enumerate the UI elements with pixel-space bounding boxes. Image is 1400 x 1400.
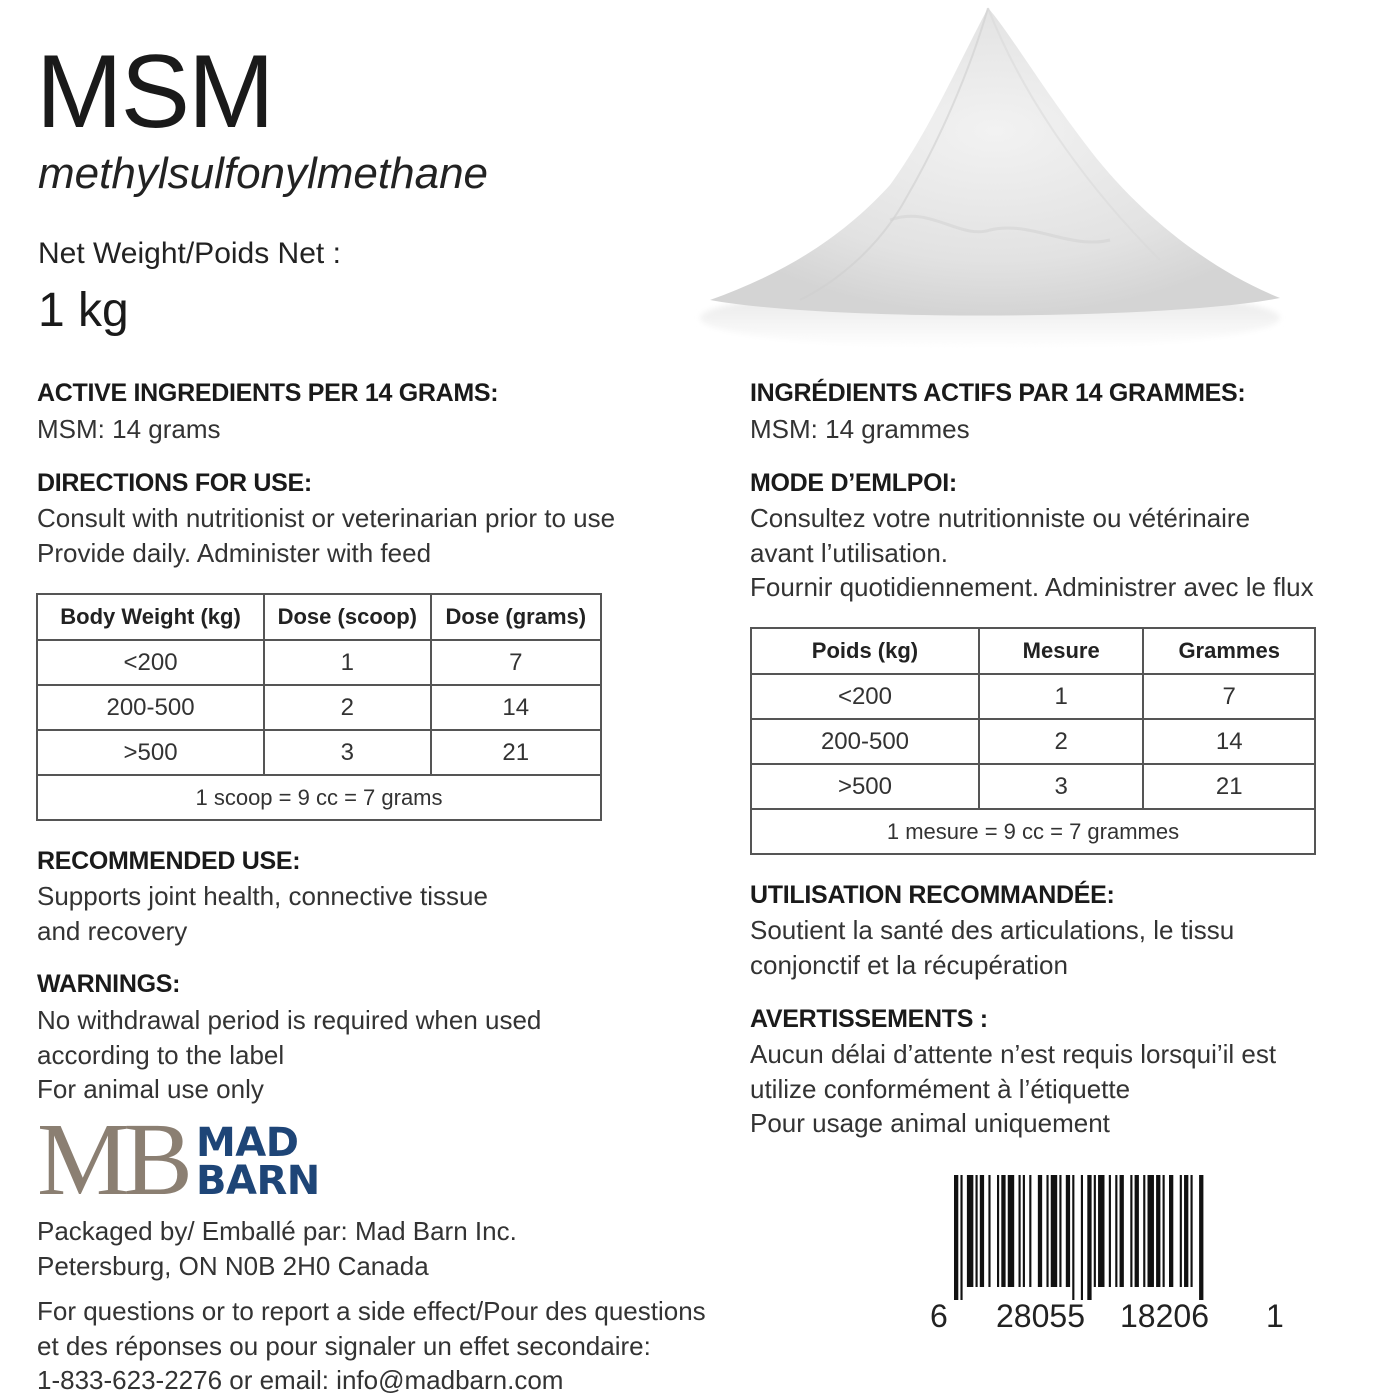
- barcode-image: [950, 1175, 1260, 1300]
- table-cell: >500: [37, 730, 264, 775]
- barcode-bar: [988, 1175, 990, 1287]
- barcode-bar: [1087, 1175, 1091, 1300]
- table-row: [751, 719, 1315, 764]
- barcode-bar: [960, 1175, 962, 1300]
- table-row: [37, 685, 601, 730]
- table-footer-cell: 1 scoop = 9 cc = 7 grams: [37, 775, 601, 820]
- table-header-cell: Grammes: [1143, 628, 1315, 674]
- directions-text-fr: Consultez votre nutritionniste ou vétérinaire avant l’utilisation. Fournir quotidiennement. Administrer avec le flux: [750, 503, 1314, 602]
- table-footer-row: [37, 775, 601, 820]
- barcode-bar: [1066, 1175, 1070, 1287]
- table-header-cell: Body Weight (kg): [37, 594, 264, 640]
- table-cell: 200-500: [37, 685, 264, 730]
- table-row: [751, 674, 1315, 719]
- warnings-heading: WARNINGS:: [37, 970, 181, 998]
- barcode-bar: [1051, 1175, 1057, 1287]
- table-row: [37, 730, 601, 775]
- barcode-bar: [1081, 1175, 1083, 1300]
- barcode-bar: [1008, 1175, 1014, 1287]
- table-cell: 7: [1143, 674, 1315, 719]
- barcode-bar: [1023, 1175, 1025, 1287]
- directions-text: Consult with nutritionist or veterinarian prior to use Provide daily. Administer with feed: [37, 503, 616, 568]
- barcode-bar: [1059, 1175, 1061, 1287]
- barcode-bar: [997, 1175, 999, 1287]
- barcode-bar: [1191, 1175, 1193, 1287]
- barcode-bar: [1029, 1175, 1031, 1287]
- brand-word-barn: BARN: [196, 1158, 320, 1204]
- barcode-digit-lead: 6: [930, 1298, 948, 1334]
- barcode-bar: [954, 1175, 958, 1300]
- recommended-use-heading-fr: UTILISATION RECOMMANDÉE:: [750, 881, 1115, 909]
- dose-table-french: [750, 627, 1316, 855]
- net-weight-value: 1 kg: [38, 284, 129, 337]
- table-cell: 14: [1143, 719, 1315, 764]
- barcode-bar: [1184, 1175, 1188, 1287]
- barcode-bar: [1115, 1175, 1117, 1287]
- active-ingredients-heading: ACTIVE INGREDIENTS PER 14 GRAMS:: [37, 379, 499, 407]
- barcode-bar: [1109, 1175, 1111, 1287]
- table-header-cell: Dose (grams): [431, 594, 601, 640]
- table-cell: 3: [979, 764, 1143, 809]
- recommended-use-text: Supports joint health, connective tissue and recovery: [37, 881, 488, 946]
- table-header-row: [37, 594, 601, 640]
- barcode-bar: [1120, 1175, 1124, 1287]
- table-header-cell: Poids (kg): [751, 628, 979, 674]
- active-ingredients-heading-fr: INGRÉDIENTS ACTIFS PAR 14 GRAMMES:: [750, 379, 1246, 407]
- barcode-group-2: 18206: [1120, 1298, 1209, 1334]
- directions-heading: DIRECTIONS FOR USE:: [37, 469, 312, 497]
- barcode-bar: [1163, 1175, 1165, 1287]
- contact-text: For questions or to report a side effect/Pour des questions et des réponses ou pour signaler un effet secondaire: 1-833-623-2276 or email: info@madbarn.com: [37, 1296, 706, 1395]
- table-cell: 21: [431, 730, 601, 775]
- barcode-bar: [967, 1175, 973, 1287]
- barcode-bar: [1038, 1175, 1042, 1287]
- barcode-bar: [1143, 1175, 1145, 1287]
- table-cell: 3: [264, 730, 430, 775]
- packaged-by-text: Packaged by/ Emballé par: Mad Barn Inc. Petersburg, ON N0B 2H0 Canada: [37, 1216, 517, 1281]
- product-chemical-name: methylsulfonylmethane: [38, 149, 489, 198]
- brand-wordmark: [196, 1120, 320, 1204]
- table-cell: 1: [979, 674, 1143, 719]
- table-cell: <200: [751, 674, 979, 719]
- table-row: [37, 640, 601, 685]
- table-footer-cell: 1 mesure = 9 cc = 7 grammes: [751, 809, 1315, 854]
- table-cell: 2: [264, 685, 430, 730]
- dose-table-english: [36, 593, 602, 821]
- barcode-bar: [1156, 1175, 1160, 1287]
- table-footer-row: [751, 809, 1315, 854]
- product-title: MSM: [36, 34, 273, 150]
- warnings-heading-fr: AVERTISSEMENTS :: [750, 1005, 988, 1033]
- barcode-bar: [1148, 1175, 1154, 1287]
- barcode-bar: [1169, 1175, 1173, 1287]
- barcode-bar: [1180, 1175, 1182, 1287]
- recommended-use-heading: RECOMMENDED USE:: [37, 847, 301, 875]
- recommended-use-text-fr: Soutient la santé des articulations, le tissu conjonctif et la récupération: [750, 915, 1235, 980]
- directions-heading-fr: MODE D’EMLPOI:: [750, 469, 957, 497]
- barcode-bar: [976, 1175, 978, 1287]
- warnings-text: No withdrawal period is required when used according to the label For animal use only: [37, 1005, 542, 1104]
- barcode-bar: [1094, 1175, 1096, 1287]
- warnings-text-fr: Aucun délai d’attente n’est requis lorsqui’il est utilize conformément à l’étiquette Pour usage animal uniquement: [750, 1039, 1277, 1138]
- table-header-cell: Dose (scoop): [264, 594, 430, 640]
- barcode-bar: [1072, 1175, 1074, 1300]
- brand-monogram: MB: [37, 1102, 187, 1217]
- table-cell: 1: [264, 640, 430, 685]
- barcode-bar: [1199, 1175, 1203, 1300]
- barcode-bar: [1098, 1175, 1104, 1287]
- table-cell: 7: [431, 640, 601, 685]
- powder-pile-icon: [690, 0, 1310, 355]
- barcode-digit-check: 1: [1266, 1298, 1284, 1334]
- table-cell: <200: [37, 640, 264, 685]
- barcode-bar: [1135, 1175, 1139, 1287]
- net-weight-label: Net Weight/Poids Net :: [38, 237, 341, 270]
- barcode-bar: [1046, 1175, 1048, 1287]
- table-row: [751, 764, 1315, 809]
- barcode-bar: [1001, 1175, 1005, 1287]
- brand-word-mad: MAD: [196, 1120, 299, 1166]
- barcode-group-1: 28055: [996, 1298, 1085, 1334]
- table-cell: 200-500: [751, 719, 979, 764]
- barcode-bar: [1019, 1175, 1021, 1287]
- table-cell: 21: [1143, 764, 1315, 809]
- active-ingredients-text-fr: MSM: 14 grammes: [750, 414, 970, 444]
- table-cell: 2: [979, 719, 1143, 764]
- table-cell: 14: [431, 685, 601, 730]
- table-cell: >500: [751, 764, 979, 809]
- barcode-bar: [980, 1175, 984, 1287]
- active-ingredients-text: MSM: 14 grams: [37, 414, 221, 444]
- table-header-cell: Mesure: [979, 628, 1143, 674]
- barcode-bar: [1130, 1175, 1132, 1287]
- table-header-row: [751, 628, 1315, 674]
